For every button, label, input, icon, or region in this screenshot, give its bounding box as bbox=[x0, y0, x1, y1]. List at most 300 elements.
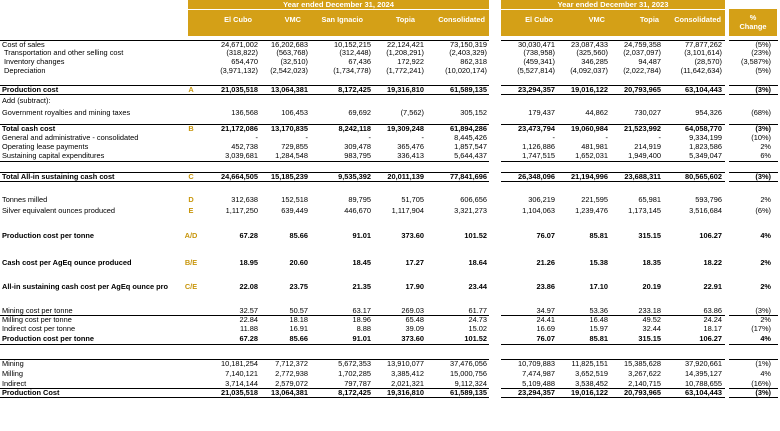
cell-2023: 20,793,965 bbox=[624, 388, 661, 397]
row-divider bbox=[501, 388, 725, 389]
cell-2024: 32.57 bbox=[239, 306, 258, 315]
cell-2024: 3,385,412 bbox=[391, 369, 424, 378]
cell-2023: 14,395,127 bbox=[685, 369, 722, 378]
cell-2023: 17.10 bbox=[589, 282, 608, 291]
row-divider bbox=[0, 85, 489, 86]
cell-2023: (11,642,634) bbox=[680, 66, 722, 75]
cell-2024: 3,714,144 bbox=[225, 379, 258, 388]
row-label: Transportation and other selling cost bbox=[4, 48, 124, 57]
cell-2024: 13,910,077 bbox=[387, 359, 424, 368]
cell-2024: (10,020,174) bbox=[445, 66, 487, 75]
cell-2024: 1,857,547 bbox=[454, 142, 487, 151]
cell-2023: 22.91 bbox=[703, 282, 722, 291]
cell-2023: 53.36 bbox=[589, 306, 608, 315]
cell-2024: - bbox=[305, 133, 308, 142]
cell-2024: 16,202,683 bbox=[271, 40, 308, 49]
cell-change: (3%) bbox=[755, 306, 771, 315]
cell-2024: 1,702,285 bbox=[338, 369, 371, 378]
cell-2024: 15,185,239 bbox=[271, 172, 308, 181]
cell-2023: 32.44 bbox=[642, 324, 661, 333]
cell-2024: 69,692 bbox=[348, 108, 371, 117]
table-row bbox=[0, 316, 780, 324]
cell-change: (10%) bbox=[751, 133, 771, 142]
cell-2024: 305,152 bbox=[460, 108, 487, 117]
cell-2024: 13,064,381 bbox=[271, 388, 308, 397]
cell-2024: 1,117,904 bbox=[391, 206, 424, 215]
cell-2024: 11.88 bbox=[240, 324, 258, 333]
row-divider bbox=[729, 40, 778, 41]
cell-change: (6%) bbox=[755, 206, 771, 215]
cell-change: 2% bbox=[760, 195, 771, 204]
row-label: Sustaining capital expenditures bbox=[2, 151, 105, 160]
cell-2024: 336,413 bbox=[397, 151, 424, 160]
cell-change: (23%) bbox=[751, 48, 771, 57]
row-label: Mining cost per tonne bbox=[2, 306, 73, 315]
row-label: Cost of sales bbox=[2, 40, 45, 49]
table-row bbox=[0, 325, 780, 333]
cell-2024: 606,656 bbox=[460, 195, 487, 204]
cell-2024: 22,124,421 bbox=[387, 40, 424, 49]
row-divider bbox=[501, 315, 725, 316]
cell-2023: 106.27 bbox=[699, 231, 722, 240]
table-row bbox=[0, 283, 780, 291]
row-label: Production cost bbox=[2, 85, 59, 94]
cell-2024: 373.60 bbox=[401, 231, 424, 240]
cell-2023: 80,565,602 bbox=[685, 172, 722, 181]
cell-2024: (2,542,023) bbox=[270, 66, 308, 75]
row-divider bbox=[501, 94, 725, 95]
cell-2023: 23,087,433 bbox=[571, 40, 608, 49]
row-label: Add (subtract): bbox=[2, 96, 51, 105]
table-row bbox=[0, 67, 780, 75]
cell-2024: (563,768) bbox=[276, 48, 308, 57]
cell-2024: 20,011,139 bbox=[387, 172, 424, 181]
cell-2024: 15.02 bbox=[468, 324, 487, 333]
cell-2023: 315.15 bbox=[638, 231, 661, 240]
cell-2024: 19,316,810 bbox=[387, 388, 424, 397]
cell-2023: 16.48 bbox=[589, 315, 608, 324]
cell-2023: - bbox=[658, 133, 661, 142]
cell-change: (3%) bbox=[755, 85, 771, 94]
row-label: Mining bbox=[2, 359, 24, 368]
cell-2024: 67.28 bbox=[239, 334, 258, 343]
cell-2024: 8,242,118 bbox=[338, 124, 371, 133]
header-2024 bbox=[188, 0, 489, 36]
table-row bbox=[0, 125, 780, 133]
cell-2024: 20.60 bbox=[289, 258, 308, 267]
cell-2024: 106,453 bbox=[281, 108, 308, 117]
table-row bbox=[0, 232, 780, 240]
row-label: All-in sustaining cash cost per AgEq ounce pro bbox=[2, 282, 169, 291]
table-row bbox=[0, 335, 780, 343]
cell-2023: 23,294,357 bbox=[518, 85, 555, 94]
cell-change: (3%) bbox=[755, 172, 771, 181]
cell-2023: 3,267,622 bbox=[628, 369, 661, 378]
table-row bbox=[0, 143, 780, 151]
table-row bbox=[0, 196, 780, 204]
cell-2023: 11,825,151 bbox=[571, 359, 608, 368]
cell-2023: 24,759,358 bbox=[624, 40, 661, 49]
cell-2024: 77,841,696 bbox=[450, 172, 487, 181]
change-line2: Change bbox=[739, 22, 767, 31]
row-letter: D bbox=[188, 195, 194, 204]
col-2024-consolidated: Consolidated bbox=[438, 15, 485, 24]
row-label: Depreciation bbox=[4, 66, 46, 75]
table-row bbox=[0, 86, 780, 94]
table-row bbox=[0, 152, 780, 160]
cell-2023: 37,920,661 bbox=[685, 359, 722, 368]
cell-2024: 5,644,437 bbox=[454, 151, 487, 160]
cell-2023: (459,341) bbox=[523, 57, 555, 66]
cell-2024: 10,181,254 bbox=[221, 359, 258, 368]
row-divider bbox=[0, 181, 489, 182]
row-divider bbox=[729, 344, 778, 345]
cell-2023: 23,473,794 bbox=[518, 124, 555, 133]
cell-2024: 24.73 bbox=[468, 315, 487, 324]
header-change bbox=[729, 9, 777, 36]
row-letter: E bbox=[188, 206, 194, 215]
row-divider bbox=[0, 40, 489, 41]
cell-2023: 30,030,471 bbox=[518, 40, 555, 49]
cell-2024: 18.96 bbox=[352, 315, 371, 324]
row-divider bbox=[729, 181, 778, 182]
cell-2023: 1,173,145 bbox=[628, 206, 661, 215]
cell-2023: 1,652,031 bbox=[575, 151, 608, 160]
row-divider bbox=[729, 388, 778, 389]
row-divider bbox=[501, 181, 725, 182]
cell-2023: 20.19 bbox=[642, 282, 661, 291]
cell-2023: 315.15 bbox=[638, 334, 661, 343]
cell-change: 4% bbox=[760, 334, 771, 343]
cell-2024: 101.52 bbox=[464, 231, 487, 240]
table-row bbox=[0, 97, 780, 105]
table-row bbox=[0, 58, 780, 66]
cell-2024: 373.60 bbox=[401, 334, 424, 343]
cell-2024: 39.09 bbox=[405, 324, 424, 333]
cell-change: 6% bbox=[760, 151, 771, 160]
cell-2023: 20,793,965 bbox=[624, 85, 661, 94]
cell-2024: 67.28 bbox=[239, 231, 258, 240]
col-2024-el-cubo: El Cubo bbox=[224, 15, 252, 24]
cell-2023: 63.86 bbox=[703, 306, 722, 315]
cell-change: 2% bbox=[760, 142, 771, 151]
cell-2023: (325,560) bbox=[576, 48, 608, 57]
cell-2023: 64,058,770 bbox=[685, 124, 722, 133]
cell-2024: 89,795 bbox=[348, 195, 371, 204]
row-divider bbox=[0, 397, 489, 398]
cell-change: (68%) bbox=[751, 108, 771, 117]
cell-2024: 983,795 bbox=[344, 151, 371, 160]
header-2023 bbox=[501, 0, 725, 36]
cell-change: 2% bbox=[760, 282, 771, 291]
table-row bbox=[0, 109, 780, 117]
cell-2024: 85.66 bbox=[289, 334, 308, 343]
cell-change: (5%) bbox=[755, 66, 771, 75]
cell-2023: 179,437 bbox=[528, 108, 555, 117]
table-row bbox=[0, 389, 780, 397]
cell-2023: 34.97 bbox=[536, 306, 555, 315]
row-divider bbox=[501, 124, 725, 125]
cell-2023: 233.18 bbox=[638, 306, 661, 315]
cell-change: 4% bbox=[760, 369, 771, 378]
cell-2024: 18.18 bbox=[289, 315, 308, 324]
row-letter: B bbox=[188, 124, 194, 133]
cell-2023: 1,126,886 bbox=[522, 142, 555, 151]
cell-2024: 9,112,324 bbox=[454, 379, 487, 388]
cell-2024: 19,316,810 bbox=[387, 85, 424, 94]
cell-2024: (2,403,329) bbox=[449, 48, 487, 57]
cell-2024: 61.77 bbox=[468, 306, 487, 315]
row-divider bbox=[729, 94, 778, 95]
cell-2024: 23.75 bbox=[289, 282, 308, 291]
cell-2024: 61,894,286 bbox=[450, 124, 487, 133]
cell-2024: 452,738 bbox=[231, 142, 258, 151]
row-divider bbox=[0, 388, 489, 389]
cell-2023: 9,334,199 bbox=[689, 133, 722, 142]
cell-2023: 3,516,684 bbox=[689, 206, 722, 215]
cell-2024: 85.66 bbox=[289, 231, 308, 240]
cell-2023: 21,523,992 bbox=[624, 124, 661, 133]
cell-2024: 61,589,135 bbox=[450, 85, 487, 94]
row-divider bbox=[729, 85, 778, 86]
row-label: Cash cost per AgEq ounce produced bbox=[2, 258, 132, 267]
row-divider bbox=[0, 94, 489, 95]
table-row bbox=[0, 360, 780, 368]
cell-2024: 17.27 bbox=[405, 258, 424, 267]
row-letter: C bbox=[188, 172, 194, 181]
cell-2023: 23,688,311 bbox=[624, 172, 661, 181]
cell-change: (5%) bbox=[755, 40, 771, 49]
cell-2024: 309,478 bbox=[344, 142, 371, 151]
cell-2024: 91.01 bbox=[352, 334, 371, 343]
cell-2023: 15,385,628 bbox=[624, 359, 661, 368]
row-divider bbox=[501, 161, 725, 162]
cell-2024: (7,562) bbox=[400, 108, 424, 117]
cell-2024: 19,309,248 bbox=[387, 124, 424, 133]
cell-change: (16%) bbox=[751, 379, 771, 388]
cell-change: (17%) bbox=[751, 324, 771, 333]
cell-2023: 21.26 bbox=[536, 258, 555, 267]
cell-2024: 312,638 bbox=[231, 195, 258, 204]
table-row bbox=[0, 207, 780, 215]
cell-2023: 85.81 bbox=[589, 334, 608, 343]
col-2023-topia: Topia bbox=[639, 15, 659, 24]
cell-2023: 19,060,984 bbox=[571, 124, 608, 133]
cell-2023: 18.22 bbox=[703, 258, 722, 267]
cell-2023: (28,570) bbox=[694, 57, 722, 66]
cell-change: (3%) bbox=[755, 388, 771, 397]
cell-2024: 10,152,215 bbox=[334, 40, 371, 49]
cell-2024: (318,822) bbox=[226, 48, 258, 57]
cell-2024: (3,971,132) bbox=[220, 66, 258, 75]
cell-2023: 16.69 bbox=[536, 324, 555, 333]
cell-2023: (2,037,097) bbox=[623, 48, 661, 57]
cell-2024: (32,510) bbox=[280, 57, 308, 66]
cell-2023: 19,016,122 bbox=[571, 85, 608, 94]
cell-2024: 1,284,548 bbox=[275, 151, 308, 160]
cell-2023: 2,140,715 bbox=[628, 379, 661, 388]
cell-2024: 152,518 bbox=[281, 195, 308, 204]
cell-2024: 22.84 bbox=[239, 315, 258, 324]
cell-2024: 51,705 bbox=[401, 195, 424, 204]
cell-2023: 15.97 bbox=[589, 324, 608, 333]
cell-2023: 18.17 bbox=[703, 324, 722, 333]
row-divider bbox=[501, 344, 725, 345]
cell-2023: 15.38 bbox=[589, 258, 608, 267]
cell-2024: 21,035,518 bbox=[221, 85, 258, 94]
table-row bbox=[0, 380, 780, 388]
cell-2024: 2,579,072 bbox=[275, 379, 308, 388]
row-divider bbox=[729, 397, 778, 398]
cell-2024: 73,150,319 bbox=[450, 40, 487, 49]
table-row bbox=[0, 307, 780, 315]
cell-2024: 2,021,321 bbox=[391, 379, 424, 388]
row-divider bbox=[501, 397, 725, 398]
cell-2023: 19,016,122 bbox=[571, 388, 608, 397]
cell-2023: 106.27 bbox=[699, 334, 722, 343]
cell-2023: 481,981 bbox=[581, 142, 608, 151]
cell-2024: 1,117,250 bbox=[225, 206, 258, 215]
cell-2024: 18.45 bbox=[352, 258, 371, 267]
cell-2023: 24.41 bbox=[536, 315, 555, 324]
cell-2024: 91.01 bbox=[352, 231, 371, 240]
cell-2024: - bbox=[421, 133, 424, 142]
row-divider bbox=[729, 315, 778, 316]
cell-2024: 8,445,426 bbox=[454, 133, 487, 142]
year-2024-title: Year ended December 31, 2024 bbox=[188, 0, 489, 10]
cell-2024: 21.35 bbox=[352, 282, 371, 291]
cell-2024: 9,535,392 bbox=[338, 172, 371, 181]
row-label: Government royalties and mining taxes bbox=[2, 108, 131, 117]
row-label: Milling cost per tonne bbox=[2, 315, 72, 324]
row-divider bbox=[0, 344, 489, 345]
cell-2023: 1,949,400 bbox=[628, 151, 661, 160]
cell-2023: 85.81 bbox=[589, 231, 608, 240]
cell-2023: 18.35 bbox=[642, 258, 661, 267]
cell-2024: 639,449 bbox=[281, 206, 308, 215]
cell-2023: 76.07 bbox=[536, 334, 555, 343]
cell-2023: 65,981 bbox=[638, 195, 661, 204]
row-divider bbox=[0, 161, 489, 162]
row-letter: C/E bbox=[184, 282, 198, 291]
cell-change: (1%) bbox=[755, 359, 771, 368]
col-2024-san-ignacio: San Ignacio bbox=[321, 15, 363, 24]
cell-2024: 17.90 bbox=[405, 282, 424, 291]
cell-2023: 77,877,262 bbox=[685, 40, 722, 49]
row-label: Production cost per tonne bbox=[2, 231, 94, 240]
cell-2024: 5,672,353 bbox=[338, 359, 371, 368]
row-divider bbox=[0, 359, 489, 360]
cell-2023: 63,104,443 bbox=[685, 388, 722, 397]
row-divider bbox=[0, 172, 489, 173]
cell-2024: 13,170,835 bbox=[271, 124, 308, 133]
row-label: Total All-in sustaining cash cost bbox=[2, 172, 115, 181]
cell-2024: 24,664,505 bbox=[221, 172, 258, 181]
cell-2024: 8,172,425 bbox=[338, 388, 371, 397]
cell-2023: 1,823,586 bbox=[689, 142, 722, 151]
row-label: Milling bbox=[2, 369, 23, 378]
row-label: Tonnes milled bbox=[2, 195, 48, 204]
row-label: Production cost per tonne bbox=[2, 334, 94, 343]
row-label: Inventory changes bbox=[4, 57, 65, 66]
cell-2024: 8,172,425 bbox=[338, 85, 371, 94]
row-letter: A bbox=[188, 85, 194, 94]
cell-2023: 63,104,443 bbox=[685, 85, 722, 94]
cell-2023: 306,219 bbox=[528, 195, 555, 204]
row-divider bbox=[729, 161, 778, 162]
cell-2023: 24.24 bbox=[703, 315, 722, 324]
cell-2024: 67,436 bbox=[348, 57, 371, 66]
cell-2023: 23.86 bbox=[536, 282, 555, 291]
row-label: Total cash cost bbox=[2, 124, 56, 133]
cell-2024: 2,772,938 bbox=[275, 369, 308, 378]
cell-2024: 797,787 bbox=[344, 379, 371, 388]
cell-2023: 21,194,996 bbox=[571, 172, 608, 181]
cell-2023: 346,285 bbox=[581, 57, 608, 66]
cell-2024: - bbox=[368, 133, 371, 142]
cell-2023: (2,022,784) bbox=[623, 66, 661, 75]
cell-2024: 136,568 bbox=[231, 108, 258, 117]
table-row bbox=[0, 134, 780, 142]
cell-2024: (1,772,241) bbox=[386, 66, 424, 75]
cell-2023: 49.52 bbox=[642, 315, 661, 324]
col-2023-consolidated: Consolidated bbox=[674, 15, 721, 24]
cell-2023: (4,092,037) bbox=[570, 66, 608, 75]
cell-2023: (738,958) bbox=[523, 48, 555, 57]
cell-change: 2% bbox=[760, 258, 771, 267]
cell-2023: 10,788,655 bbox=[685, 379, 722, 388]
cell-2024: (1,208,291) bbox=[386, 48, 424, 57]
col-2023-el-cubo: El Cubo bbox=[525, 15, 553, 24]
cell-2024: 3,321,273 bbox=[454, 206, 487, 215]
row-label: General and administrative - consolidated bbox=[2, 133, 139, 142]
row-label: Indirect bbox=[2, 379, 27, 388]
cell-2024: 7,140,121 bbox=[225, 369, 258, 378]
cell-2023: (3,101,614) bbox=[684, 48, 722, 57]
cell-2023: 3,652,519 bbox=[575, 369, 608, 378]
cell-2023: 26,348,096 bbox=[518, 172, 555, 181]
table-row bbox=[0, 173, 780, 181]
cell-2023: 214,919 bbox=[634, 142, 661, 151]
cell-2024: 21,035,518 bbox=[221, 388, 258, 397]
cell-2024: 365,476 bbox=[397, 142, 424, 151]
cell-2023: 3,538,452 bbox=[575, 379, 608, 388]
cell-2023: 5,109,488 bbox=[522, 379, 555, 388]
cell-2023: (5,527,814) bbox=[517, 66, 555, 75]
cell-2023: 730,027 bbox=[634, 108, 661, 117]
cell-2024: (312,448) bbox=[339, 48, 371, 57]
cell-2024: 61,589,135 bbox=[450, 388, 487, 397]
cell-2024: - bbox=[255, 133, 258, 142]
row-divider bbox=[501, 85, 725, 86]
col-2024-topia: Topia bbox=[395, 15, 415, 24]
cell-2024: 50.57 bbox=[289, 306, 308, 315]
cell-2024: 18.64 bbox=[468, 258, 487, 267]
row-divider bbox=[501, 40, 725, 41]
cell-2024: 269.03 bbox=[401, 306, 424, 315]
cell-2024: 654,470 bbox=[231, 57, 258, 66]
row-letter: A/D bbox=[184, 231, 198, 240]
cell-2023: - bbox=[552, 133, 555, 142]
cell-2024: 446,670 bbox=[344, 206, 371, 215]
col-2024-vmc: VMC bbox=[284, 15, 301, 24]
cell-2024: 172,922 bbox=[397, 57, 424, 66]
table-row bbox=[0, 49, 780, 57]
cell-2023: 5,349,047 bbox=[689, 151, 722, 160]
cell-2023: 44,862 bbox=[585, 108, 608, 117]
col-2023-vmc: VMC bbox=[588, 15, 605, 24]
table-row bbox=[0, 259, 780, 267]
